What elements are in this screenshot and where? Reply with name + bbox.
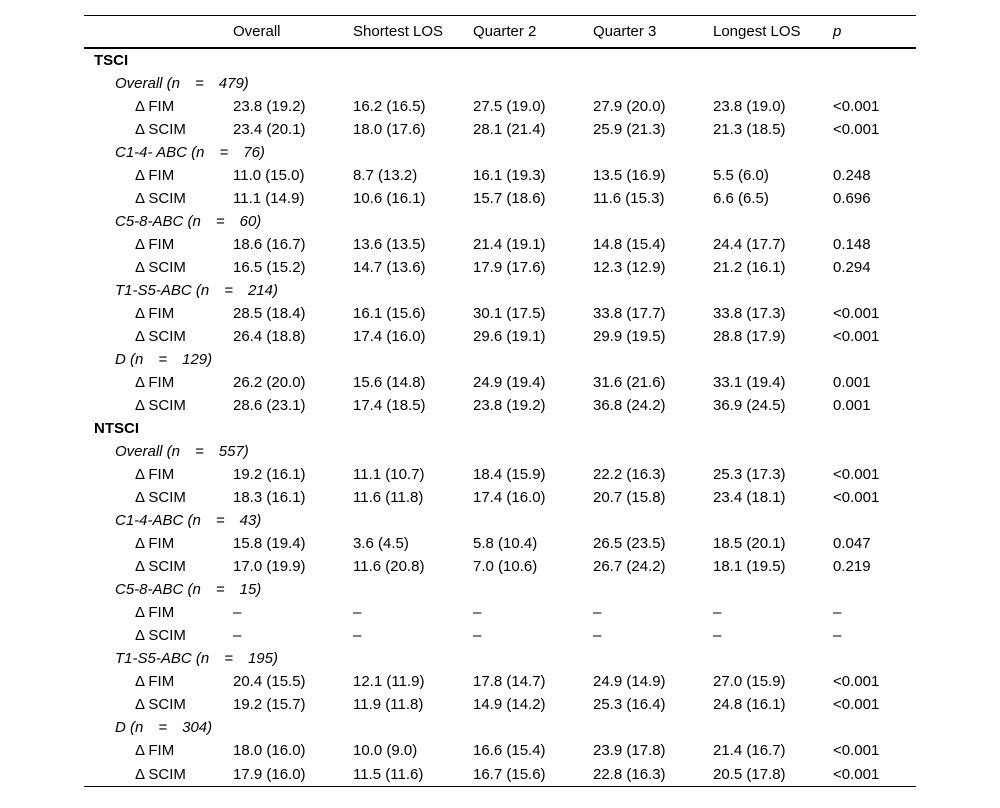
outcomes-table <box>84 15 916 787</box>
cell-quarter-2: 18.4 (15.9) <box>473 466 546 483</box>
cell-p-value: <0.001 <box>833 98 880 115</box>
table-row <box>84 532 916 555</box>
subgroup-row <box>84 348 916 371</box>
cell-quarter-3: 20.7 (15.8) <box>593 489 666 506</box>
measure-label: Δ FIM <box>135 673 175 690</box>
cell-quarter-3: 26.5 (23.5) <box>593 535 666 552</box>
cell-longest-los: 18.5 (20.1) <box>713 535 786 552</box>
measure-label: Δ SCIM <box>135 489 186 506</box>
cell-shortest-los: – <box>353 604 362 621</box>
cell-quarter-2: 7.0 (10.6) <box>473 558 538 575</box>
cell-quarter-3: 27.9 (20.0) <box>593 98 666 115</box>
cell-overall: 17.0 (19.9) <box>233 558 306 575</box>
cell-shortest-los: – <box>353 627 362 644</box>
cell-quarter-2: 24.9 (19.4) <box>473 374 546 391</box>
cell-shortest-los: 10.0 (9.0) <box>353 742 418 759</box>
cell-shortest-los: 11.6 (11.8) <box>353 489 424 506</box>
cell-quarter-2: 28.1 (21.4) <box>473 121 546 138</box>
cell-longest-los: 21.3 (18.5) <box>713 121 786 138</box>
subgroup-row <box>84 578 916 601</box>
cell-quarter-3: 31.6 (21.6) <box>593 374 666 391</box>
table-row <box>84 371 916 394</box>
cell-p-value: <0.001 <box>833 121 880 138</box>
cell-longest-los: 5.5 (6.0) <box>713 167 769 184</box>
subgroup-label: T1-S5-ABC (n = 214) <box>115 282 278 299</box>
measure-label: Δ SCIM <box>135 696 186 713</box>
cell-longest-los: – <box>713 604 722 621</box>
cell-overall: 19.2 (16.1) <box>233 466 306 483</box>
header-row <box>84 16 916 49</box>
header-cell-quarter-2: Quarter 2 <box>473 23 537 40</box>
subgroup-label: C5-8-ABC (n = 60) <box>115 213 262 230</box>
cell-overall: 23.8 (19.2) <box>233 98 306 115</box>
subgroup-row <box>84 279 916 302</box>
cell-shortest-los: 17.4 (18.5) <box>353 397 426 414</box>
header-cell-overall: Overall <box>233 23 281 40</box>
measure-label: Δ SCIM <box>135 121 186 138</box>
cell-quarter-2: 17.4 (16.0) <box>473 489 546 506</box>
table-row <box>84 739 916 762</box>
table-row <box>84 256 916 279</box>
subgroup-row <box>84 141 916 164</box>
section-title: TSCI <box>94 52 129 69</box>
cell-longest-los: 21.2 (16.1) <box>713 259 786 276</box>
table-row <box>84 693 916 716</box>
measure-label: Δ SCIM <box>135 397 186 414</box>
cell-p-value: <0.001 <box>833 673 880 690</box>
subgroup-label: T1-S5-ABC (n = 195) <box>115 650 278 667</box>
cell-longest-los: 24.4 (17.7) <box>713 236 786 253</box>
header-cell-longest-los: Longest LOS <box>713 23 801 40</box>
measure-label: Δ FIM <box>135 466 175 483</box>
cell-quarter-2: 30.1 (17.5) <box>473 305 546 322</box>
cell-longest-los: 25.3 (17.3) <box>713 466 786 483</box>
subgroup-row <box>84 509 916 532</box>
cell-quarter-2: 16.7 (15.6) <box>473 765 546 783</box>
cell-overall: 11.1 (14.9) <box>233 190 305 207</box>
cell-overall: 15.8 (19.4) <box>233 535 306 552</box>
cell-shortest-los: 14.7 (13.6) <box>353 259 426 276</box>
subgroup-label: Overall (n = 557) <box>115 443 249 460</box>
subgroup-label: C1-4-ABC (n = 43) <box>115 512 262 529</box>
measure-label: Δ FIM <box>135 742 175 759</box>
cell-p-value: <0.001 <box>833 466 880 483</box>
table-row <box>84 624 916 647</box>
cell-quarter-2: 16.6 (15.4) <box>473 742 546 759</box>
cell-longest-los: 27.0 (15.9) <box>713 673 786 690</box>
cell-p-value: <0.001 <box>833 305 880 322</box>
cell-quarter-3: 25.9 (21.3) <box>593 121 666 138</box>
measure-label: Δ FIM <box>135 305 175 322</box>
cell-longest-los: 33.1 (19.4) <box>713 374 786 391</box>
cell-shortest-los: 17.4 (16.0) <box>353 328 426 345</box>
cell-quarter-3: 13.5 (16.9) <box>593 167 666 184</box>
cell-quarter-2: 17.9 (17.6) <box>473 259 546 276</box>
measure-label: Δ FIM <box>135 604 175 621</box>
cell-p-value: 0.001 <box>833 397 871 414</box>
measure-label: Δ FIM <box>135 236 175 253</box>
cell-shortest-los: 11.9 (11.8) <box>353 696 424 713</box>
measure-label: Δ SCIM <box>135 627 186 644</box>
cell-quarter-3: 23.9 (17.8) <box>593 742 666 759</box>
table-row <box>84 601 916 624</box>
cell-quarter-2: 23.8 (19.2) <box>473 397 546 414</box>
cell-p-value: – <box>833 627 842 644</box>
table-row <box>84 95 916 118</box>
cell-shortest-los: 15.6 (14.8) <box>353 374 426 391</box>
cell-overall: 11.0 (15.0) <box>233 167 305 184</box>
cell-overall: 20.4 (15.5) <box>233 673 306 690</box>
cell-quarter-3: 22.2 (16.3) <box>593 466 666 483</box>
cell-longest-los: – <box>713 627 722 644</box>
section-row <box>84 48 916 72</box>
cell-quarter-3: 11.6 (15.3) <box>593 190 665 207</box>
cell-overall: 28.6 (23.1) <box>233 397 306 414</box>
section-row <box>84 417 916 440</box>
cell-quarter-2: 17.8 (14.7) <box>473 673 546 690</box>
cell-p-value: <0.001 <box>833 328 880 345</box>
cell-quarter-2: 29.6 (19.1) <box>473 328 546 345</box>
cell-longest-los: 6.6 (6.5) <box>713 190 769 207</box>
header-cell-quarter-3: Quarter 3 <box>593 23 657 40</box>
cell-longest-los: 33.8 (17.3) <box>713 305 786 322</box>
subgroup-label: C1-4- ABC (n = 76) <box>115 144 265 161</box>
cell-quarter-2: 21.4 (19.1) <box>473 236 546 253</box>
cell-overall: 18.3 (16.1) <box>233 489 306 506</box>
cell-p-value: 0.148 <box>833 236 871 253</box>
cell-quarter-3: 26.7 (24.2) <box>593 558 666 575</box>
cell-p-value: <0.001 <box>833 696 880 713</box>
header-cell-p-value: p <box>833 23 842 40</box>
cell-quarter-3: – <box>593 604 602 621</box>
cell-overall: 26.4 (18.8) <box>233 328 306 345</box>
measure-label: Δ SCIM <box>135 190 186 207</box>
cell-quarter-3: 14.8 (15.4) <box>593 236 666 253</box>
table-row <box>84 486 916 509</box>
table-row <box>84 670 916 693</box>
cell-shortest-los: 3.6 (4.5) <box>353 535 409 552</box>
measure-label: Δ FIM <box>135 535 175 552</box>
cell-quarter-3: 22.8 (16.3) <box>593 765 666 783</box>
cell-shortest-los: 10.6 (16.1) <box>353 190 426 207</box>
cell-overall: 26.2 (20.0) <box>233 374 306 391</box>
cell-shortest-los: 16.1 (15.6) <box>353 305 426 322</box>
cell-shortest-los: 11.5 (11.6) <box>353 765 424 783</box>
cell-p-value: <0.001 <box>833 742 880 759</box>
cell-overall: 19.2 (15.7) <box>233 696 306 713</box>
header-cell-shortest-los: Shortest LOS <box>353 23 444 40</box>
measure-label: Δ FIM <box>135 167 175 184</box>
cell-quarter-2: 27.5 (19.0) <box>473 98 546 115</box>
table-row <box>84 164 916 187</box>
cell-longest-los: 23.8 (19.0) <box>713 98 786 115</box>
header-cell-group <box>84 16 233 49</box>
measure-label: Δ SCIM <box>135 259 186 276</box>
measure-label: Δ FIM <box>135 98 175 115</box>
cell-p-value: 0.294 <box>833 259 871 276</box>
cell-quarter-2: 15.7 (18.6) <box>473 190 546 207</box>
cell-longest-los: 23.4 (18.1) <box>713 489 786 506</box>
cell-p-value: <0.001 <box>833 489 880 506</box>
cell-longest-los: 21.4 (16.7) <box>713 742 786 759</box>
cell-quarter-3: – <box>593 627 602 644</box>
cell-longest-los: 18.1 (19.5) <box>713 558 786 575</box>
table-row <box>84 762 916 787</box>
cell-shortest-los: 18.0 (17.6) <box>353 121 426 138</box>
measure-label: Δ SCIM <box>135 558 186 575</box>
cell-overall: 23.4 (20.1) <box>233 121 306 138</box>
cell-overall: 18.6 (16.7) <box>233 236 306 253</box>
cell-quarter-2: – <box>473 604 482 621</box>
cell-p-value: – <box>833 604 842 621</box>
cell-quarter-2: 16.1 (19.3) <box>473 167 546 184</box>
measure-label: Δ SCIM <box>135 765 186 783</box>
cell-overall: – <box>233 604 242 621</box>
cell-p-value: 0.047 <box>833 535 871 552</box>
cell-quarter-2: – <box>473 627 482 644</box>
cell-shortest-los: 13.6 (13.5) <box>353 236 426 253</box>
cell-shortest-los: 11.1 (10.7) <box>353 466 425 483</box>
section-title: NTSCI <box>94 420 139 437</box>
cell-longest-los: 20.5 (17.8) <box>713 765 786 783</box>
subgroup-row <box>84 72 916 95</box>
subgroup-row <box>84 647 916 670</box>
cell-quarter-2: 14.9 (14.2) <box>473 696 546 713</box>
table-row <box>84 118 916 141</box>
cell-shortest-los: 11.6 (20.8) <box>353 558 425 575</box>
subgroup-label: D (n = 304) <box>115 719 213 736</box>
cell-quarter-3: 25.3 (16.4) <box>593 696 666 713</box>
table-row <box>84 463 916 486</box>
cell-p-value: 0.001 <box>833 374 871 391</box>
table-row <box>84 187 916 210</box>
cell-p-value: 0.248 <box>833 167 871 184</box>
table-row <box>84 233 916 256</box>
cell-longest-los: 28.8 (17.9) <box>713 328 786 345</box>
cell-shortest-los: 8.7 (13.2) <box>353 167 418 184</box>
cell-overall: – <box>233 627 242 644</box>
cell-quarter-3: 12.3 (12.9) <box>593 259 666 276</box>
subgroup-row <box>84 440 916 463</box>
measure-label: Δ FIM <box>135 374 175 391</box>
table-row <box>84 394 916 417</box>
cell-quarter-3: 36.8 (24.2) <box>593 397 666 414</box>
cell-p-value: <0.001 <box>833 765 880 783</box>
cell-quarter-3: 29.9 (19.5) <box>593 328 666 345</box>
cell-quarter-3: 33.8 (17.7) <box>593 305 666 322</box>
table-header <box>84 16 916 49</box>
table-row <box>84 555 916 578</box>
cell-overall: 18.0 (16.0) <box>233 742 306 759</box>
subgroup-label: D (n = 129) <box>115 351 213 368</box>
cell-overall: 16.5 (15.2) <box>233 259 306 276</box>
cell-overall: 28.5 (18.4) <box>233 305 306 322</box>
cell-quarter-2: 5.8 (10.4) <box>473 535 538 552</box>
cell-p-value: 0.219 <box>833 558 871 575</box>
table-body <box>84 48 916 787</box>
cell-longest-los: 36.9 (24.5) <box>713 397 786 414</box>
cell-overall: 17.9 (16.0) <box>233 765 306 783</box>
table-row <box>84 302 916 325</box>
table-row <box>84 325 916 348</box>
cell-longest-los: 24.8 (16.1) <box>713 696 786 713</box>
cell-shortest-los: 12.1 (11.9) <box>353 673 425 690</box>
cell-shortest-los: 16.2 (16.5) <box>353 98 426 115</box>
cell-p-value: 0.696 <box>833 190 871 207</box>
subgroup-label: Overall (n = 479) <box>115 75 249 92</box>
subgroup-row <box>84 210 916 233</box>
subgroup-label: C5-8-ABC (n = 15) <box>115 581 262 598</box>
measure-label: Δ SCIM <box>135 328 186 345</box>
subgroup-row <box>84 716 916 739</box>
cell-quarter-3: 24.9 (14.9) <box>593 673 666 690</box>
